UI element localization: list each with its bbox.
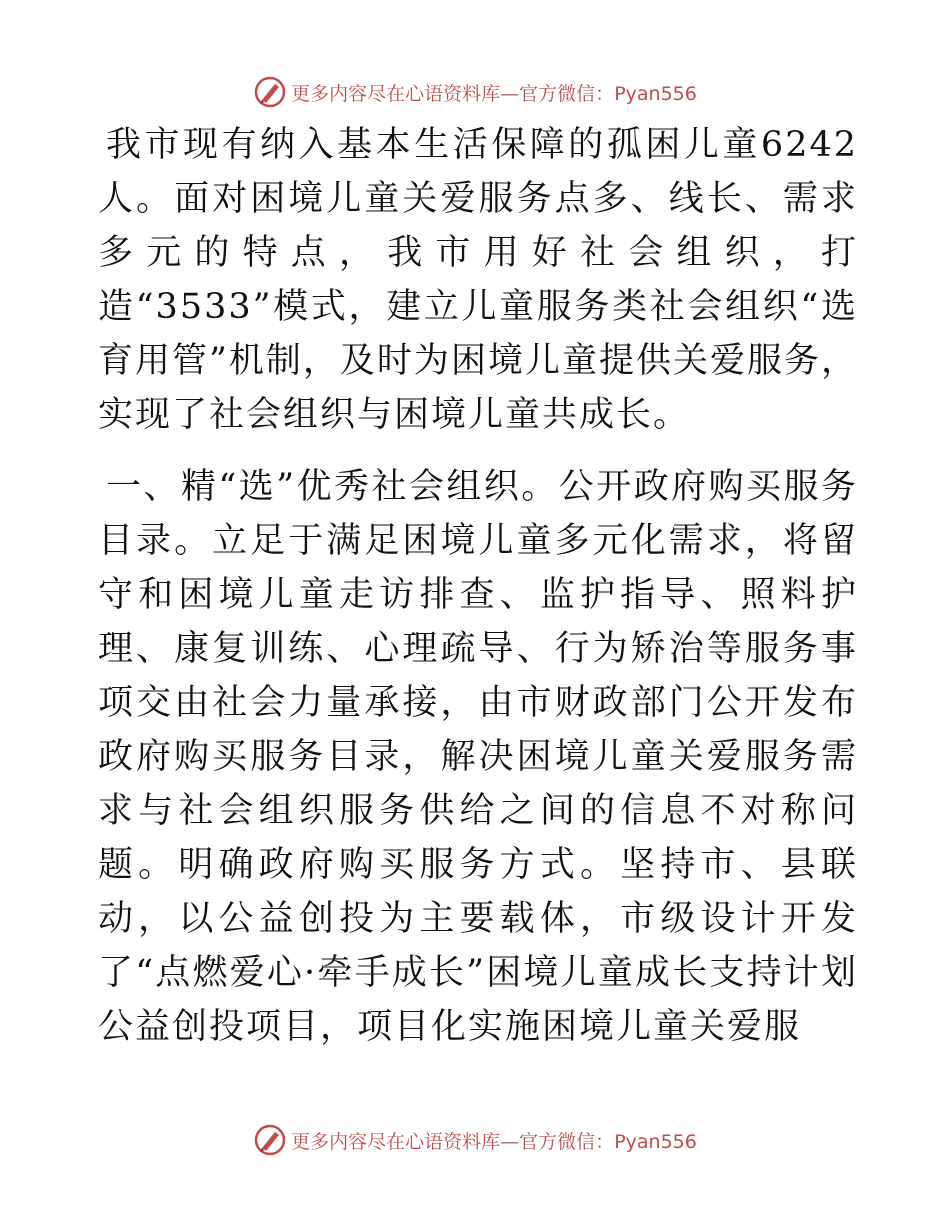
banner-wechat-label: 官方微信： [519,82,615,105]
footer-watermark-banner [0,1118,950,1162]
pen-logo-icon [253,75,287,109]
banner-lead: 更多内容尽在心语资料库 [291,82,501,105]
banner-text [291,79,697,106]
header-watermark-banner [0,70,950,114]
paragraph-intro: 我市现有纳入基本生活保障的孤困儿童6242人。面对困境儿童关爱服务点多、线长、需求多元的特点，我市用好社会组织，打造“3533”模式，建立儿童服务类社会组织“选育用管”机制，及时为困境儿童提供关爱服务，实现了社会组织与困境儿童共成长。 [98,125,858,435]
document-body [98,118,858,1054]
banner-wechat-id: Pyan556 [614,82,697,105]
pen-logo-icon [253,1123,287,1157]
banner-dash: — [500,82,520,105]
banner-wechat-label: 官方微信： [519,1130,615,1153]
banner-lead: 更多内容尽在心语资料库 [291,1130,501,1153]
paragraph-section-one: 一、精“选”优秀社会组织。公开政府购买服务目录。立足于满足困境儿童多元化需求，将留守和困境儿童走访排查、监护指导、照料护理、康复训练、心理疏导、行为矫治等服务事项交由社会力量承接，由市财政部门公开发布政府购买服务目录，解决困境儿童关爱服务需求与社会组织服务供给之间的信息不对称问题。明确政府购买服务方式。坚持市、县联动，以公益创投为主要载体，市级设计开发了“点燃爱心·牵手成长”困境儿童成长支持计划公益创投项目，项目化实施困境儿童关爱服 [98,467,858,1047]
banner-wechat-id: Pyan556 [614,1130,697,1153]
banner-dash: — [500,1130,520,1153]
banner-text [291,1127,697,1154]
